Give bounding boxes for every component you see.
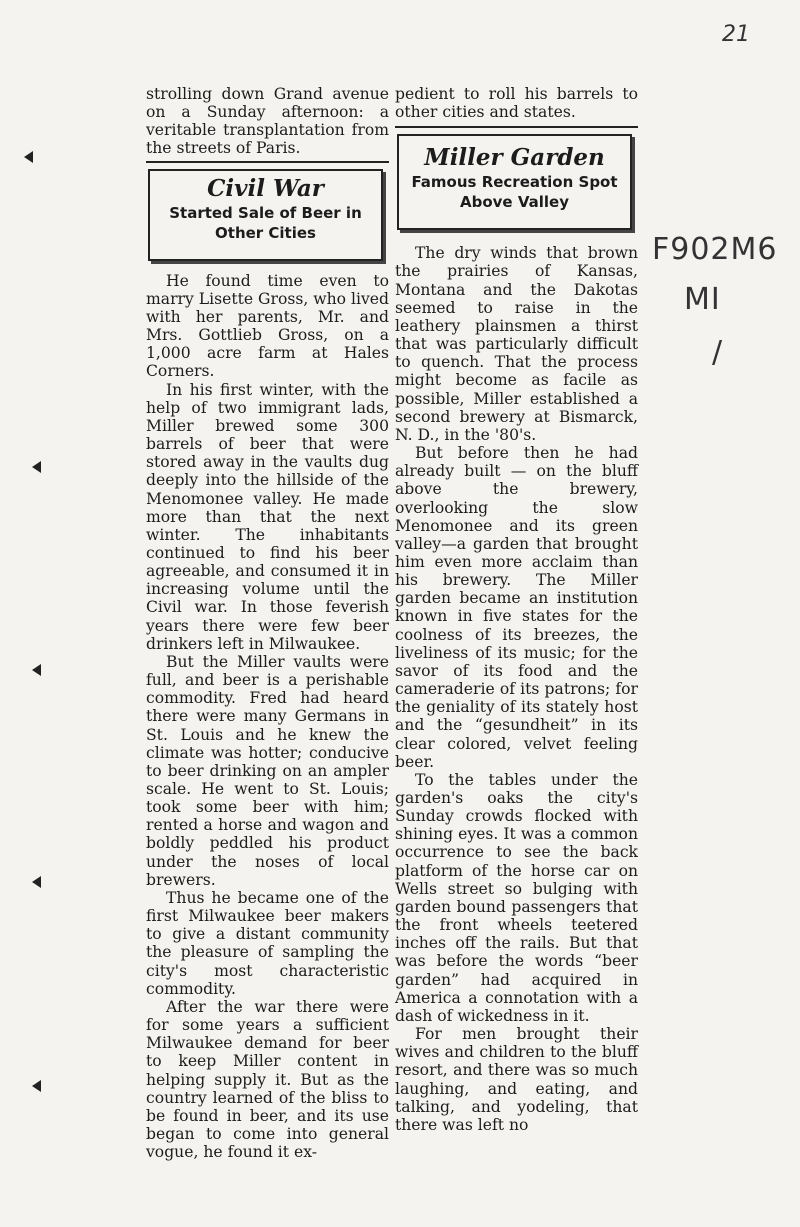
divider [395,126,638,128]
margin-bullet-icon [32,461,41,473]
handwritten-note-line2: MI [684,282,721,317]
paragraph: After the war there were for some years a sufficient Milwaukee demand for beer to keep Miller content in helping supply it. But as the country learned of the bliss to be found in beer, and its use began to come into general vogue, he found it ex- [146,997,389,1162]
paragraph: The dry winds that brown the prairies of Kansas, Montana and the Dakotas seemed to raise in the leathery plainsmen a thirst that was particularly difficult to quench. That the process might become as facile as possible, Miller established a second brewery at Bismarck, N. D., in the '80's. [395,244,638,444]
divider [146,161,389,163]
subhead-title: Civil War [207,174,324,202]
paragraph: For men brought their wives and children to the bluff resort, and there was so much laughing, and eating, and talking, and yodeling, that there was left no [395,1025,638,1134]
margin-bullet-icon [32,1080,41,1092]
page-number: 21 [722,22,750,47]
subhead-subtitle: Above Valley [460,193,569,212]
column-text: pedient to roll his barrels to other cities and states. [395,85,638,122]
margin-bullet-icon [24,151,33,163]
paragraph: To the tables under the garden's oaks the city's Sunday crowds flocked with shining eyes. It was a common occurrence to see the back platform of the horse car on Wells street so bulging with garden bound passengers that the front wheels teetered inches off the rails. But that was before the words “beer garden” had acquired in America a connotation with a dash of wickedness in it. [395,770,638,1025]
paragraph: Thus he became one of the first Milwaukee beer makers to give a distant community the pleasure of sampling the city's most characteristic commodity. [146,888,389,998]
paragraph: But before then he had already built — on the bluff above the brewery, overlooking the slow Menomonee and its green valley—a garden that brought him even more acclaim than his brewery. The Miller garden became an institution known in five states for the coolness of its breezes, the liveliness of its music; for the savor of its food and the cameraderie of its patrons; for the geniality of its stately host and the “gesundheit” in its clear colored, velvet feeling beer. [395,444,638,771]
column-text: strolling down Grand avenue on a Sunday afternoon: a veritable transplantation from the streets of Paris. [146,85,389,158]
handwritten-note-line3: / [712,335,724,370]
handwritten-note-line1: F902M6 [652,232,778,267]
article-column-left [146,85,389,1161]
paragraph: But the Miller vaults were full, and beer is a perishable commodity. Fred had heard there were many Germans in St. Louis and he knew the climate was hotter; conducive to beer drinking on an ampler scale. He went to St. Louis; took some beer with him; rented a horse and wagon and boldly peddled his product under the noses of local brewers. [146,652,389,889]
article-column-right [395,85,638,1134]
subhead-subtitle: Other Cities [215,223,316,242]
margin-bullet-icon [32,876,41,888]
subhead-box-miller-garden [397,134,632,230]
margin-bullet-icon [32,664,41,676]
subhead-box-civil-war [148,169,383,261]
paragraph: In his first winter, with the help of two immigrant lads, Miller brewed some 300 barrels of beer that were stored away in the vaults dug deeply into the hillside of the Menomonee valley. He made more than that the next winter. The inhabitants continued to find his beer agreeable, and consumed it in increasing volume until the Civil war. In those feverish years there were few beer drinkers left in Milwaukee. [146,380,389,653]
subhead-subtitle: Started Sale of Beer in [169,203,362,222]
paragraph: He found time even to marry Lisette Gross, who lived with her parents, Mr. and Mrs. Gottlieb Gross, on a 1,000 acre farm at Hales Corners. [146,271,389,381]
subhead-title: Miller Garden [424,144,605,172]
subhead-subtitle: Famous Recreation Spot [411,173,618,192]
